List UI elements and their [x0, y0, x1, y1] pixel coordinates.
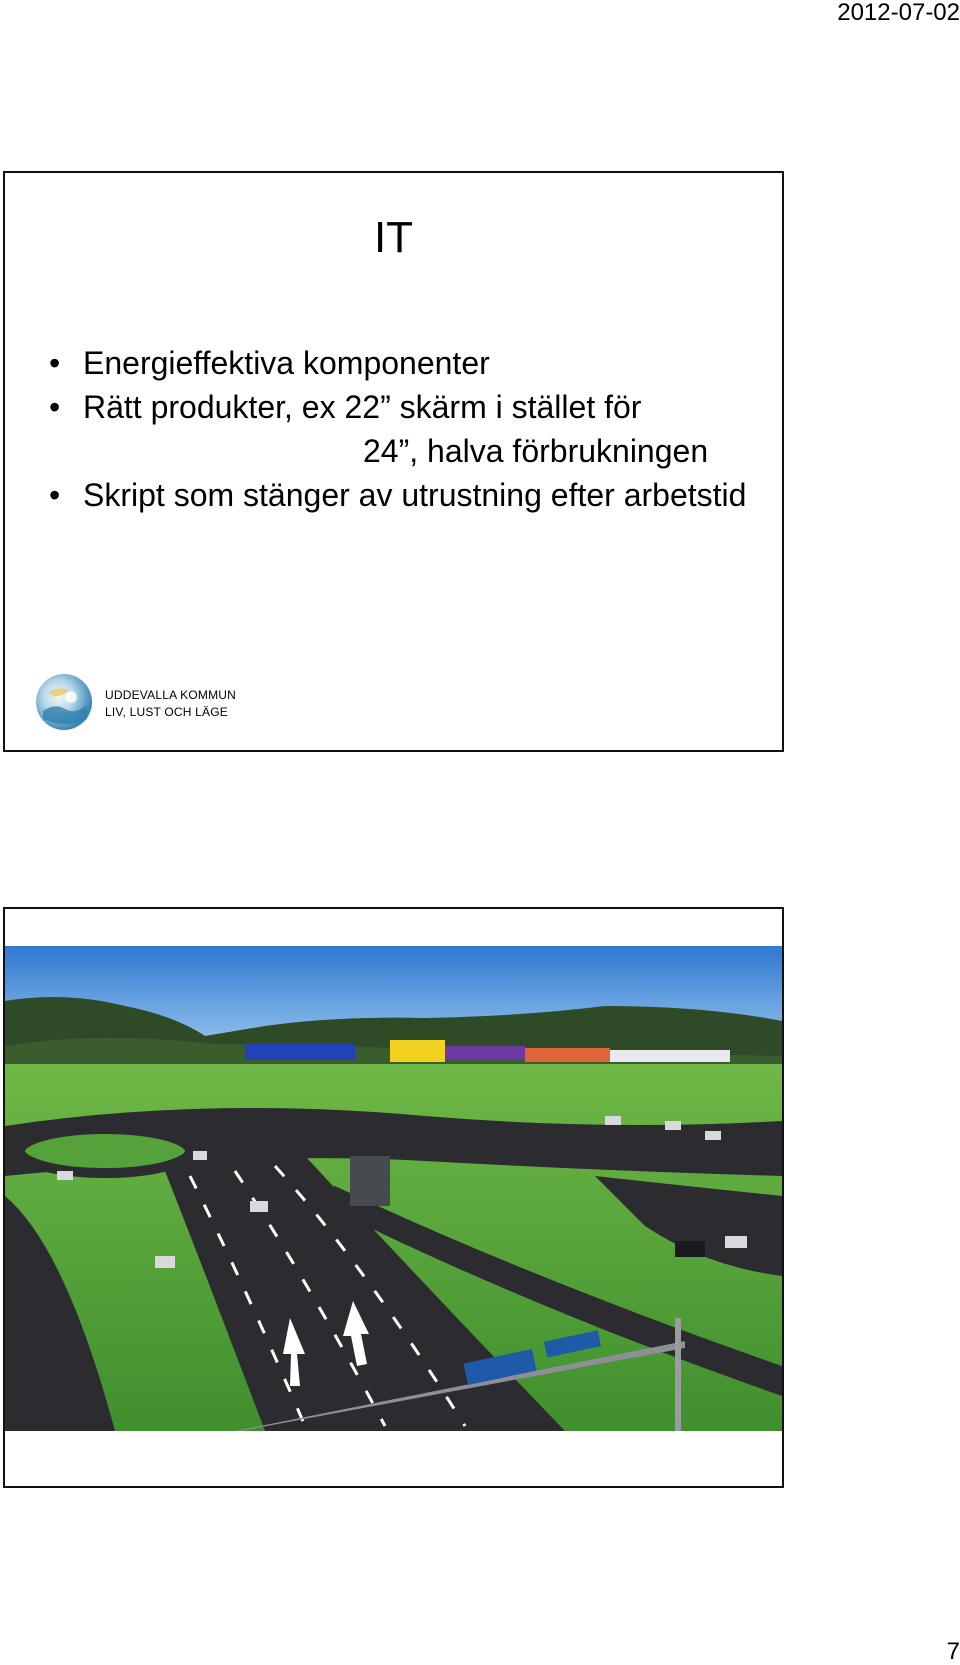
bullet-icon: •: [49, 477, 61, 513]
bullet-text: Rätt produkter, ex 22” skärm i stället för: [83, 389, 642, 425]
bullet-text: Energieffektiva komponenter: [83, 345, 490, 381]
logo-line1: UDDEVALLA KOMMUN: [105, 688, 237, 702]
road-intersection-image: [5, 946, 782, 1431]
bullet-icon: •: [49, 345, 61, 381]
logo-text: [105, 687, 236, 721]
page-number: 7: [946, 1638, 960, 1665]
bullet-item: [35, 385, 775, 473]
uddevalla-logo-icon: [35, 673, 93, 731]
bullet-item: [35, 473, 775, 517]
slide-photo: [3, 907, 784, 1488]
bullet-item: [35, 341, 775, 385]
bullet-continuation: 24”, halva förbrukningen: [363, 433, 709, 469]
bullet-text: Skript som stänger av utrustning efter arbetstid: [83, 477, 747, 513]
logo-line2: LIV, LUST OCH LÄGE: [105, 705, 228, 719]
bullet-list: [35, 341, 775, 517]
bullet-icon: •: [49, 389, 61, 425]
slide-it: [3, 171, 784, 752]
slide-title: IT: [373, 213, 414, 262]
page-date: 2012-07-02: [837, 0, 960, 26]
